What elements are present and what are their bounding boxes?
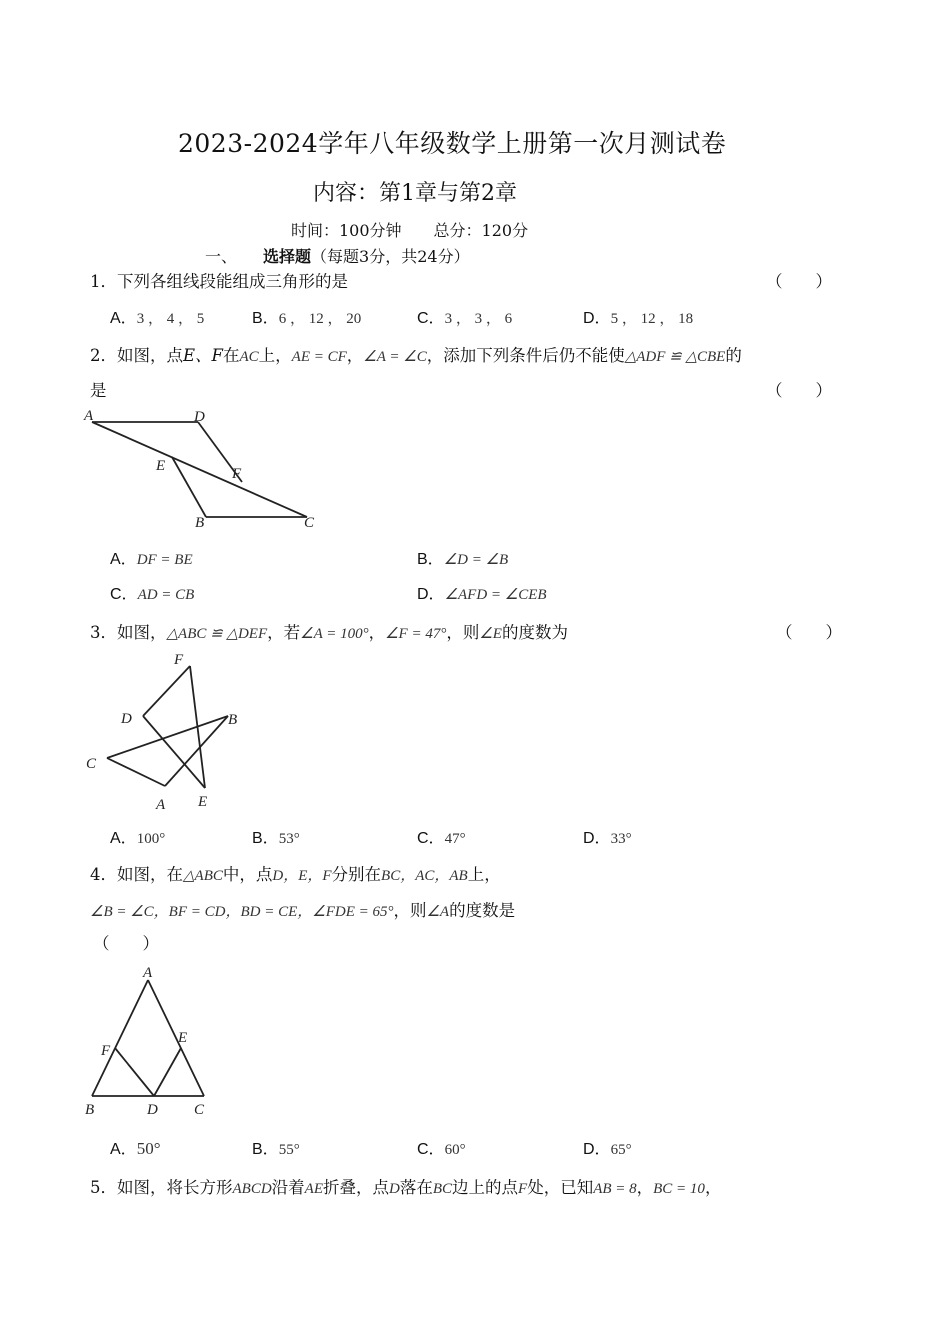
option-b: B．53° [252, 830, 300, 847]
segment-ac [92, 422, 307, 517]
question-4-cont: ∠B = ∠C，BF = CD，BD = CE，∠FDE = 65°，则∠A的度数是 [90, 901, 516, 920]
option-d: D．∠AFD = ∠CEB [417, 586, 547, 603]
page-title: 2023-2024学年八年级数学上册第一次月测试卷 [178, 129, 727, 158]
page-subtitle: 内容：第1章与第2章 [313, 181, 517, 206]
option-d: D．5 ， 12 ， 18 [583, 310, 694, 327]
segment-eb [172, 457, 206, 517]
segment-ca [107, 758, 165, 786]
option-c: C．60° [417, 1141, 466, 1158]
label-a: A [143, 965, 153, 981]
label-c: C [86, 756, 97, 772]
option-a: A．3 ， 4 ， 5 [110, 310, 205, 327]
label-b: B [228, 712, 238, 728]
question-4: 4．如图，在△ABC中，点D，E，F分别在BC，AC，AB上， [90, 865, 501, 884]
segment-de [154, 1048, 181, 1096]
figure-q3 [80, 648, 260, 816]
label-a: A [156, 797, 166, 813]
label-d: D [147, 1102, 158, 1118]
option-d: D．33° [583, 830, 632, 847]
section-number: 一、 [205, 247, 238, 266]
segment-fd [143, 666, 190, 716]
option-c: C．47° [417, 830, 466, 847]
label-f: F [101, 1043, 111, 1059]
segment-fd [115, 1048, 154, 1096]
segment-ac [148, 980, 204, 1096]
label-e: E [156, 458, 166, 474]
answer-paren: （ ） [776, 623, 842, 642]
option-c: C．AD = CB [110, 586, 195, 603]
label-f: F [174, 652, 184, 668]
label-e: E [178, 1030, 188, 1046]
question-2-cont: 是 [90, 381, 107, 400]
label-d: D [194, 409, 205, 425]
section-note: （每题3分，共24分） [311, 247, 470, 266]
figure-q2 [82, 400, 332, 540]
label-c: C [194, 1102, 205, 1118]
option-a: A．50° [110, 1139, 161, 1158]
option-d: D．65° [583, 1141, 632, 1158]
answer-paren: （ ） [766, 381, 832, 400]
question-number: 1． [90, 272, 117, 291]
label-b: B [195, 515, 205, 531]
exam-meta: 时间：100分钟 总分：120分 [291, 221, 529, 240]
answer-paren: （ ） [766, 272, 832, 291]
section-heading [205, 244, 470, 267]
question-3: 3．如图，△ABC ≌ △DEF，若∠A = 100°，∠F = 47°，则∠E的度数为 [90, 623, 568, 642]
option-b: B．∠D = ∠B [417, 551, 509, 568]
option-b: B．55° [252, 1141, 300, 1158]
answer-paren: （ ） [93, 934, 159, 953]
section-name: 选择题 [263, 247, 312, 266]
label-a: A [84, 408, 94, 424]
question-1 [90, 268, 348, 292]
question-text: 下列各组线段能组成三角形的是 [117, 272, 348, 291]
question-2: 2．如图，点E、F在AC上，AE = CF，∠A = ∠C，添加下列条件后仍不能使△ADF ≌ △CBE的 [90, 346, 742, 365]
label-f: F [232, 466, 242, 482]
label-b: B [85, 1102, 95, 1118]
question-5: 5．如图，将长方形ABCD沿着AE折叠，点D落在BC边上的点F处，已知AB = 8，BC = 10， [90, 1178, 722, 1197]
label-c: C [304, 515, 315, 531]
option-a: A．DF = BE [110, 551, 193, 568]
label-d: D [121, 711, 132, 727]
option-a: A．100° [110, 830, 166, 847]
label-e: E [198, 794, 208, 810]
option-b: B．6 ， 12 ， 20 [252, 310, 362, 327]
figure-q4 [80, 960, 220, 1120]
option-c: C．3 ， 3 ， 6 [417, 310, 513, 327]
